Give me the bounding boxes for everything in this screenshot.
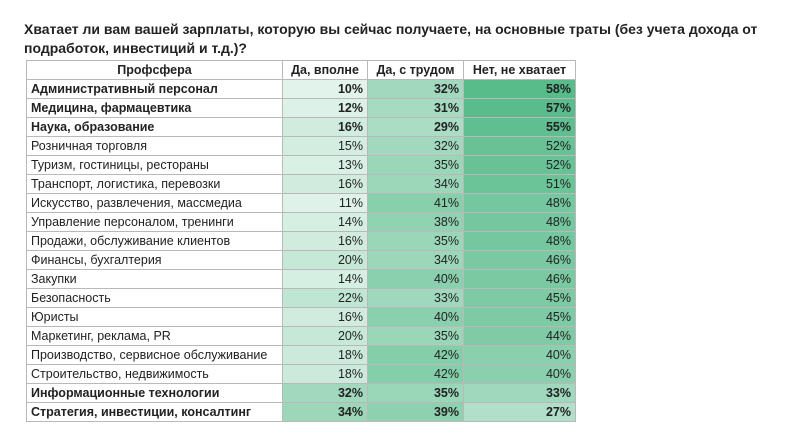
row-label: Строительство, недвижимость bbox=[27, 365, 283, 384]
value-cell: 40% bbox=[464, 346, 576, 365]
table-row bbox=[27, 308, 576, 327]
value-cell: 55% bbox=[464, 118, 576, 137]
value-cell: 35% bbox=[368, 384, 464, 403]
header-row bbox=[27, 61, 576, 80]
table-row bbox=[27, 156, 576, 175]
table-row bbox=[27, 213, 576, 232]
value-cell: 14% bbox=[283, 213, 368, 232]
value-cell: 27% bbox=[464, 403, 576, 422]
row-label: Юристы bbox=[27, 308, 283, 327]
table-row bbox=[27, 232, 576, 251]
value-cell: 35% bbox=[368, 156, 464, 175]
value-cell: 52% bbox=[464, 137, 576, 156]
value-cell: 11% bbox=[283, 194, 368, 213]
table-body bbox=[27, 80, 576, 422]
value-cell: 34% bbox=[368, 251, 464, 270]
value-cell: 51% bbox=[464, 175, 576, 194]
table-row bbox=[27, 99, 576, 118]
value-cell: 46% bbox=[464, 251, 576, 270]
table-row bbox=[27, 270, 576, 289]
value-cell: 52% bbox=[464, 156, 576, 175]
table-row bbox=[27, 137, 576, 156]
value-cell: 33% bbox=[464, 384, 576, 403]
row-label: Продажи, обслуживание клиентов bbox=[27, 232, 283, 251]
value-cell: 22% bbox=[283, 289, 368, 308]
row-label: Розничная торговля bbox=[27, 137, 283, 156]
value-cell: 42% bbox=[368, 346, 464, 365]
table-row bbox=[27, 365, 576, 384]
value-cell: 48% bbox=[464, 213, 576, 232]
table-row bbox=[27, 346, 576, 365]
chart-title: Хватает ли вам вашей зарплаты, которую вы сейчас получаете, на основные траты (без учета дохода от подработок, инвестиций и т.д.)? bbox=[24, 21, 758, 56]
value-cell: 16% bbox=[283, 232, 368, 251]
table-row bbox=[27, 289, 576, 308]
value-cell: 35% bbox=[368, 327, 464, 346]
row-label: Медицина, фармацевтика bbox=[27, 99, 283, 118]
table-row bbox=[27, 403, 576, 422]
row-label: Наука, образование bbox=[27, 118, 283, 137]
value-cell: 29% bbox=[368, 118, 464, 137]
value-cell: 34% bbox=[283, 403, 368, 422]
value-cell: 45% bbox=[464, 308, 576, 327]
column-header-yes-fully: Да, вполне bbox=[283, 61, 368, 80]
value-cell: 16% bbox=[283, 118, 368, 137]
column-header-yes-barely: Да, с трудом bbox=[368, 61, 464, 80]
row-label: Финансы, бухгалтерия bbox=[27, 251, 283, 270]
table-row bbox=[27, 194, 576, 213]
value-cell: 31% bbox=[368, 99, 464, 118]
value-cell: 18% bbox=[283, 365, 368, 384]
value-cell: 20% bbox=[283, 251, 368, 270]
table-row bbox=[27, 175, 576, 194]
value-cell: 10% bbox=[283, 80, 368, 99]
table-row bbox=[27, 80, 576, 99]
value-cell: 46% bbox=[464, 270, 576, 289]
value-cell: 48% bbox=[464, 194, 576, 213]
table-row bbox=[27, 327, 576, 346]
value-cell: 40% bbox=[464, 365, 576, 384]
row-label: Транспорт, логистика, перевозки bbox=[27, 175, 283, 194]
column-header-sphere: Профсфера bbox=[27, 61, 283, 80]
value-cell: 35% bbox=[368, 232, 464, 251]
table-row bbox=[27, 118, 576, 137]
value-cell: 40% bbox=[368, 308, 464, 327]
value-cell: 32% bbox=[368, 80, 464, 99]
table-row bbox=[27, 251, 576, 270]
value-cell: 33% bbox=[368, 289, 464, 308]
value-cell: 40% bbox=[368, 270, 464, 289]
value-cell: 41% bbox=[368, 194, 464, 213]
value-cell: 45% bbox=[464, 289, 576, 308]
salary-sufficiency-table bbox=[26, 60, 576, 422]
row-label: Маркетинг, реклама, PR bbox=[27, 327, 283, 346]
row-label: Стратегия, инвестиции, консалтинг bbox=[27, 403, 283, 422]
value-cell: 16% bbox=[283, 175, 368, 194]
row-label: Административный персонал bbox=[27, 80, 283, 99]
value-cell: 14% bbox=[283, 270, 368, 289]
value-cell: 58% bbox=[464, 80, 576, 99]
value-cell: 15% bbox=[283, 137, 368, 156]
value-cell: 12% bbox=[283, 99, 368, 118]
table-row bbox=[27, 384, 576, 403]
row-label: Туризм, гостиницы, рестораны bbox=[27, 156, 283, 175]
value-cell: 57% bbox=[464, 99, 576, 118]
row-label: Закупки bbox=[27, 270, 283, 289]
column-header-no-not-enough: Нет, не хватает bbox=[464, 61, 576, 80]
value-cell: 39% bbox=[368, 403, 464, 422]
row-label: Управление персоналом, тренинги bbox=[27, 213, 283, 232]
value-cell: 32% bbox=[283, 384, 368, 403]
value-cell: 42% bbox=[368, 365, 464, 384]
row-label: Производство, сервисное обслуживание bbox=[27, 346, 283, 365]
value-cell: 32% bbox=[368, 137, 464, 156]
value-cell: 34% bbox=[368, 175, 464, 194]
row-label: Безопасность bbox=[27, 289, 283, 308]
value-cell: 18% bbox=[283, 346, 368, 365]
value-cell: 48% bbox=[464, 232, 576, 251]
value-cell: 38% bbox=[368, 213, 464, 232]
value-cell: 44% bbox=[464, 327, 576, 346]
value-cell: 16% bbox=[283, 308, 368, 327]
value-cell: 13% bbox=[283, 156, 368, 175]
row-label: Информационные технологии bbox=[27, 384, 283, 403]
value-cell: 20% bbox=[283, 327, 368, 346]
row-label: Искусство, развлечения, массмедиа bbox=[27, 194, 283, 213]
